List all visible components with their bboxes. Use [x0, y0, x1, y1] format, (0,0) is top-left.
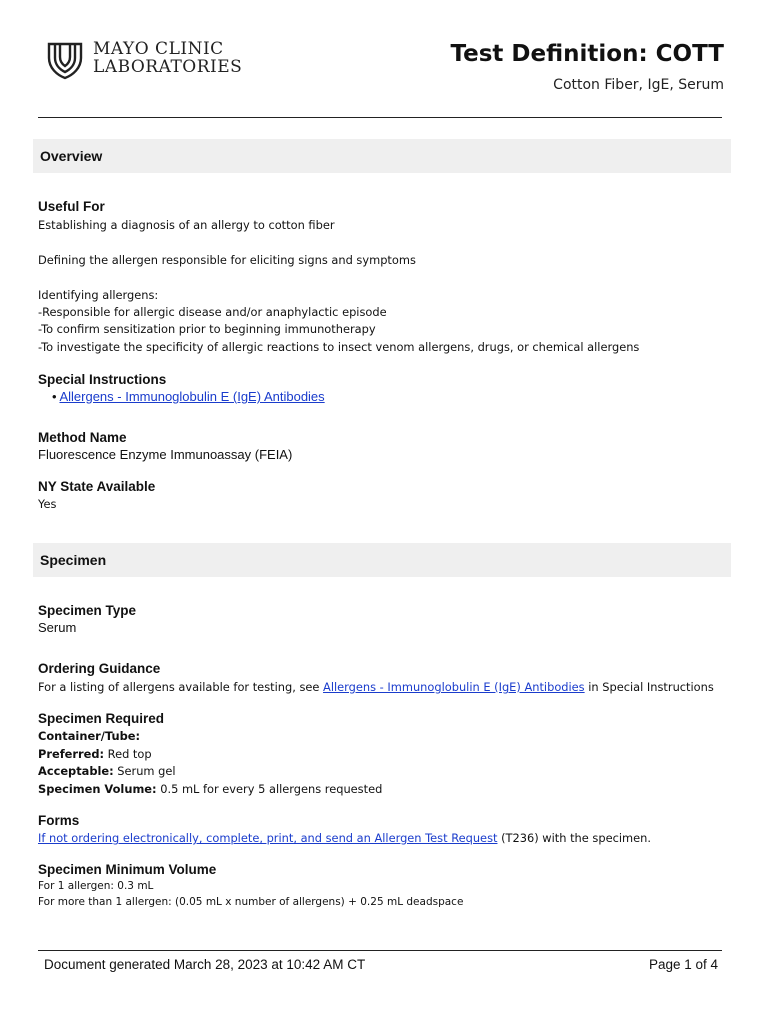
allergen-test-request-link[interactable]: If not ordering electronically, complete, print, and send an Allergen Test Request	[38, 831, 498, 845]
special-instructions-heading: Special Instructions	[38, 372, 167, 387]
specimen-type-heading: Specimen Type	[38, 603, 137, 618]
overview-section-header	[33, 139, 731, 173]
document-generated-text: Document generated March 28, 2023 at 10:42 AM CT	[44, 957, 366, 972]
ordering-guidance-suffix: in Special Instructions	[584, 680, 714, 694]
useful-for-line: -Responsible for allergic disease and/or anaphylactic episode	[38, 305, 387, 319]
page-title: Test Definition: COTT	[450, 41, 724, 67]
useful-for-line: -To confirm sensitization prior to beginning immunotherapy	[38, 322, 376, 336]
overview-section-title: Overview	[40, 148, 103, 164]
ny-state-heading: NY State Available	[38, 479, 156, 494]
page-subtitle: Cotton Fiber, IgE, Serum	[553, 77, 724, 93]
mayo-shield-icon	[45, 40, 85, 80]
forms-text	[38, 831, 651, 845]
acceptable-line	[38, 764, 176, 778]
ordering-guidance-text	[38, 680, 714, 694]
specimen-required-heading: Specimen Required	[38, 711, 165, 726]
method-name-heading: Method Name	[38, 430, 127, 445]
logo-line-1: MAYO CLINIC	[93, 39, 224, 59]
special-instructions-item	[52, 389, 325, 404]
minimum-volume-line-2: For more than 1 allergen: (0.05 mL x number of allergens) + 0.25 mL deadspace	[38, 896, 464, 908]
specimen-volume-label: Specimen Volume:	[38, 782, 157, 796]
specimen-volume-value: 0.5 mL for every 5 allergens requested	[156, 782, 383, 796]
useful-for-line: Establishing a diagnosis of an allergy to cotton fiber	[38, 218, 335, 232]
method-name-value: Fluorescence Enzyme Immunoassay (FEIA)	[38, 447, 293, 462]
logo-line-2: LABORATORIES	[93, 57, 243, 77]
container-tube-label: Container/Tube:	[38, 729, 141, 743]
forms-heading: Forms	[38, 813, 80, 828]
acceptable-value: Serum gel	[113, 764, 176, 778]
ny-state-value: Yes	[38, 497, 57, 511]
page-number: Page 1 of 4	[648, 957, 718, 972]
ordering-guidance-prefix: For a listing of allergens available for testing, see	[38, 680, 324, 694]
minimum-volume-heading: Specimen Minimum Volume	[38, 862, 217, 877]
preferred-value: Red top	[104, 747, 152, 761]
bullet: •	[52, 389, 57, 404]
ordering-guidance-heading: Ordering Guidance	[38, 661, 161, 676]
acceptable-label: Acceptable:	[38, 764, 114, 778]
minimum-volume-line-1: For 1 allergen: 0.3 mL	[38, 880, 154, 892]
mayo-clinic-logo	[45, 40, 242, 80]
useful-for-heading: Useful For	[38, 199, 105, 214]
forms-suffix: (T236) with the specimen.	[497, 831, 651, 845]
specimen-type-value: Serum	[38, 620, 77, 635]
preferred-line	[38, 747, 152, 761]
footer-divider	[38, 950, 722, 951]
specimen-section-title: Specimen	[40, 552, 107, 568]
useful-for-line: Identifying allergens:	[38, 288, 159, 302]
allergens-ige-link[interactable]: Allergens - Immunoglobulin E (IgE) Antibodies	[59, 389, 325, 404]
specimen-section-header	[33, 543, 731, 577]
specimen-volume-line	[38, 782, 382, 796]
preferred-label: Preferred:	[38, 747, 105, 761]
header-divider	[38, 117, 722, 118]
page-header	[0, 0, 770, 125]
ordering-guidance-allergens-link[interactable]: Allergens - Immunoglobulin E (IgE) Antibodies	[323, 680, 585, 694]
useful-for-line: -To investigate the specificity of allergic reactions to insect venom allergens, drugs, or chemical allergens	[38, 340, 640, 354]
useful-for-line: Defining the allergen responsible for eliciting signs and symptoms	[38, 253, 416, 267]
